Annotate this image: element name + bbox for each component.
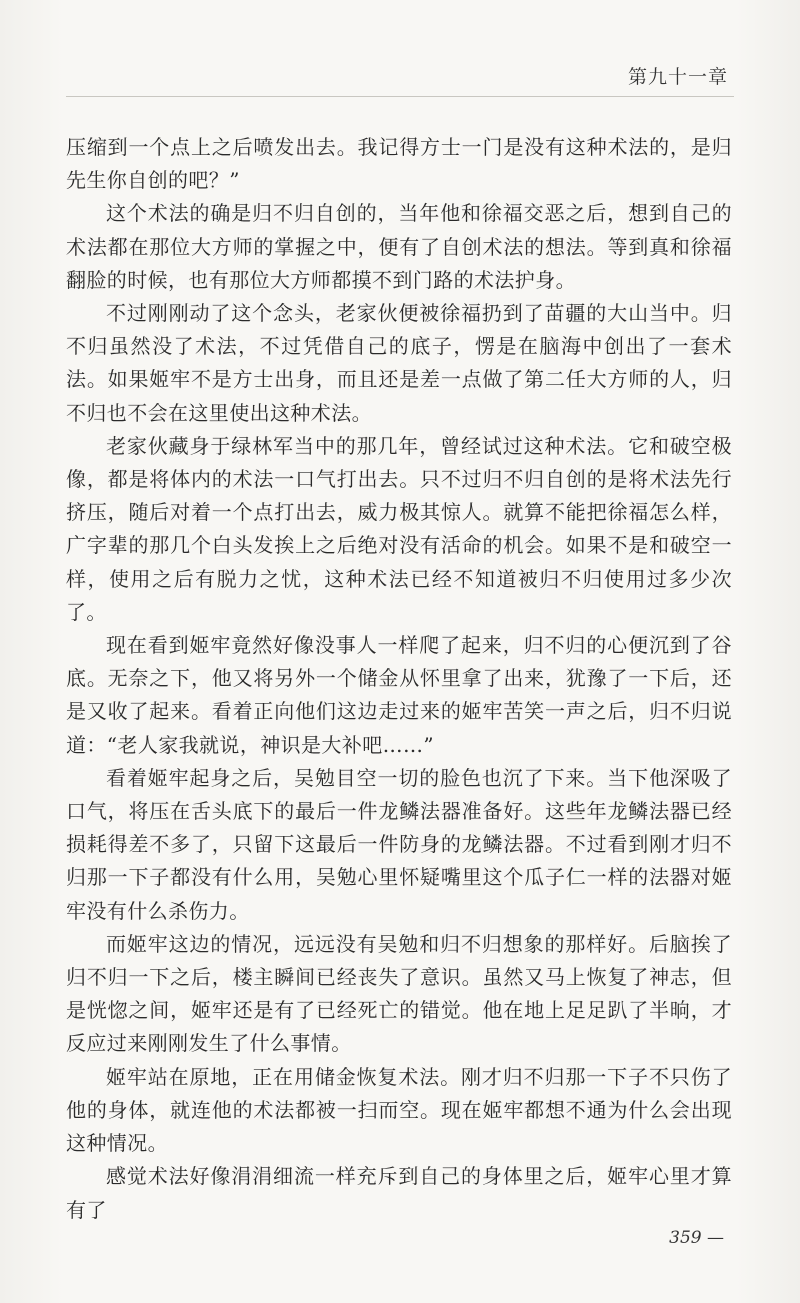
paragraph: 看着姬牢起身之后，吴勉目空一切的脸色也沉了下来。当下他深吸了口气，将压在舌头底下的最后一件龙鳞法器准备好。这些年龙鳞法器已经损耗得差不多了，只留下这最后一件防身的龙鳞法器。不过看到刚才归不归那一下子都没有什么用，吴勉心里怀疑嘴里这个瓜子仁一样的法器对姬牢没有什么杀伤力。 [66, 765, 732, 923]
paragraph: 这个术法的确是归不归自创的，当年他和徐福交恶之后，想到自己的术法都在那位大方师的掌握之中，便有了自创术法的想法。等到真和徐福翻脸的时候，也有那位大方师都摸不到门路的术法护身。 [66, 201, 732, 292]
page-number-dash: — [701, 1228, 724, 1248]
paragraph: 感觉术法好像涓涓细流一样充斥到自己的身体里之后，姬牢心里才算有了 [66, 1164, 732, 1222]
paragraph-continued: 压缩到一个点上之后喷发出去。我记得方士一门是没有这种术法的，是归先生你自创的吧？” [66, 135, 732, 193]
page-number [669, 1228, 724, 1248]
body-text [66, 131, 732, 1227]
paragraph: 而姬牢这边的情况，远远没有吴勉和归不归想象的那样好。后脑挨了归不归一下之后，楼主瞬间已经丧失了意识。虽然又马上恢复了神志，但是恍惚之间，姬牢还是有了已经死亡的错觉。他在地上足足趴了半晌，才反应过来刚刚发生了什么事情。 [66, 931, 732, 1056]
page-number-value: 359 [669, 1228, 702, 1248]
paragraph: 姬牢站在原地，正在用储金恢复术法。刚才归不归那一下子不只伤了他的身体，就连他的术法都被一扫而空。现在姬牢都想不通为什么会出现这种情况。 [66, 1064, 732, 1156]
paragraph: 不过刚刚动了这个念头，老家伙便被徐福扔到了苗疆的大山当中。归不归虽然没了术法，不过凭借自己的底子，愣是在脑海中创出了一套术法。如果姬牢不是方士出身，而且还是差一点做了第二任大方师的人，归不归也不会在这里使出这种术法。 [66, 301, 732, 425]
chapter-running-head: 第九十一章 [627, 66, 728, 88]
paragraph: 老家伙藏身于绿林军当中的那几年，曾经试过这种术法。它和破空极像，都是将体内的术法一口气打出去。只不过归不归自创的是将术法先行挤压，随后对着一个点打出去，威力极其惊人。就算不能把徐福怎么样，广字辈的那几个白头发挨上之后绝对没有活命的机会。如果不是和破空一样，使用之后有脱力之忧，这种术法已经不知道被归不归使用过多少次了。 [66, 433, 732, 624]
paragraph: 现在看到姬牢竟然好像没事人一样爬了起来，归不归的心便沉到了谷底。无奈之下，他又将另外一个储金从怀里拿了出来，犹豫了一下后，还是又收了起来。看着正向他们这边走过来的姬牢苦笑一声之后，归不归说道：“老人家我就说，神识是大补吧……” [66, 633, 732, 757]
header-divider [66, 96, 734, 97]
